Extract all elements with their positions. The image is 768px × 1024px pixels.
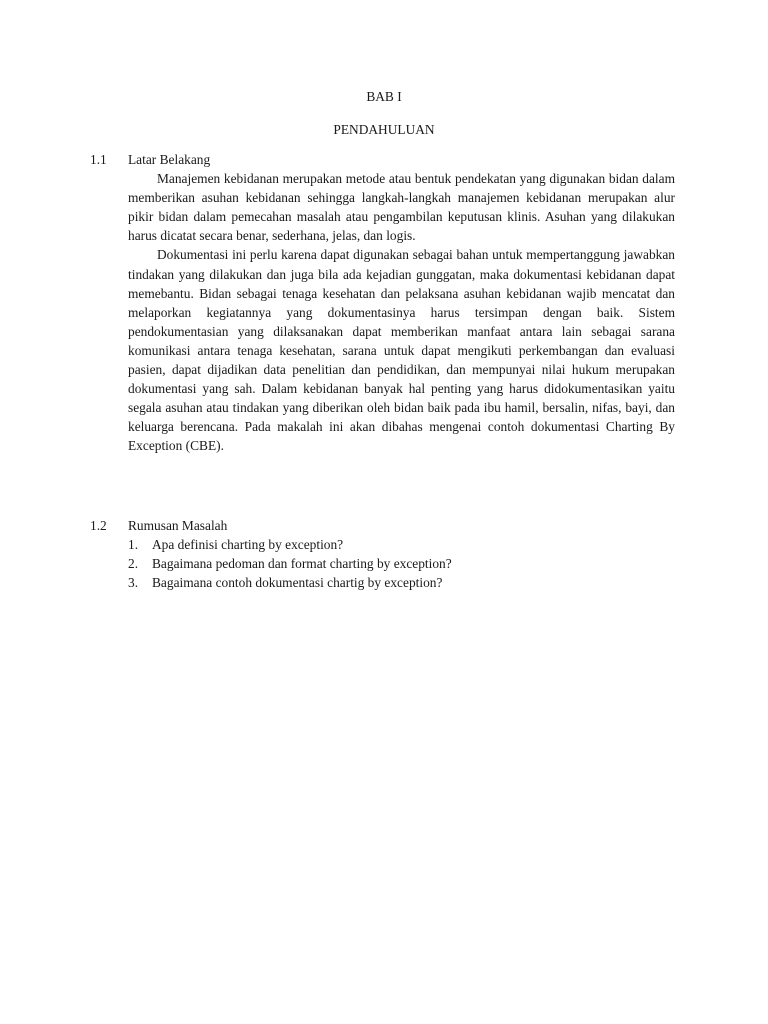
list-item bbox=[128, 535, 675, 554]
section-title: Rumusan Masalah bbox=[128, 518, 228, 533]
section-number: 1.2 bbox=[90, 518, 107, 533]
section-number: 1.1 bbox=[90, 152, 107, 167]
list-item-number: 1. bbox=[128, 537, 139, 553]
chapter-label: BAB I bbox=[366, 89, 402, 104]
list-item bbox=[128, 573, 675, 592]
list-item bbox=[128, 554, 675, 573]
list-item-number: 2. bbox=[128, 556, 139, 572]
section-latar-belakang bbox=[90, 150, 675, 456]
chapter-title: PENDAHULUAN bbox=[333, 122, 435, 137]
list-item-text: Bagaimana contoh dokumentasi chartig by exception? bbox=[152, 575, 443, 591]
paragraph: Dokumentasi ini perlu karena dapat digunakan sebagai bahan untuk mempertanggung jawabkan tindakan yang dilakukan dan juga bila ada kejadian gunggatan, maka dokumentasi kebidanan dapat memebantu. Bidan sebagai tenaga kesehatan dan pelaksana asuhan kebidanan wajib mencatat dan melaporkan kegiatannya yang dokumentasinya harus tersimpan dengan baik. Sistem pendokumentasian yang dilaksanakan dapat memberikan manfaat antara lain sebagai sarana komunikasi antara tenaga kesehatan, sarana untuk dapat mengikuti perkembangan dan evaluasi pasien, dapat dijadikan data penelitian dan pendidikan, dan mempunyai nilai hukum merupakan dokumentasi yang sah. Dalam kebidanan banyak hal penting yang harus didokumentasikan yaitu segala asuhan atau tindakan yang diberikan oleh bidan baik pada ibu hamil, bersalin, nifas, bayi, dan keluarga berencana. Pada makalah ini akan dibahas mengenai contoh dokumentasi Charting By Exception (CBE). bbox=[128, 247, 675, 454]
list-item-text: Bagaimana pedoman dan format charting by exception? bbox=[152, 556, 452, 572]
list-item-text: Apa definisi charting by exception? bbox=[152, 537, 344, 553]
paragraph: Manajemen kebidanan merupakan metode atau bentuk pendekatan yang digunakan bidan dalam memberikan asuhan kebidanan sehingga langkah-langkah manajemen kebidanan merupakan alur pikir bidan dalam pemecahan masalah atau pengambilan keputusan klinis. Asuhan yang dilakukan harus dicatat secara benar, sederhana, jelas, dan logis. bbox=[128, 171, 675, 244]
list-item-number: 3. bbox=[128, 575, 139, 591]
section-title: Latar Belakang bbox=[128, 152, 211, 167]
section-rumusan-masalah bbox=[90, 516, 675, 592]
question-list bbox=[128, 535, 675, 592]
